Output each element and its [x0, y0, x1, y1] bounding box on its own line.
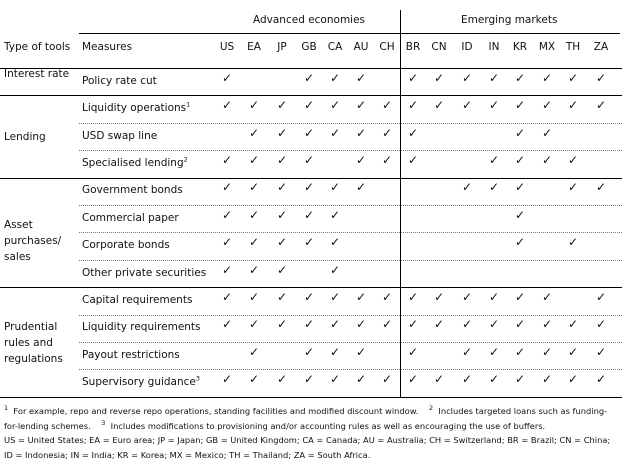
check-mark-icon: ✓ — [515, 289, 526, 304]
check-mark-icon: ✓ — [489, 98, 500, 113]
check-mark-icon: ✓ — [249, 125, 260, 140]
column-header-br: BR — [405, 41, 421, 53]
check-mark-icon: ✓ — [382, 317, 393, 332]
check-mark-icon: ✓ — [434, 317, 445, 332]
measure-label — [82, 75, 157, 87]
measure-text: Commercial paper — [82, 211, 179, 224]
check-mark-icon: ✓ — [356, 289, 367, 304]
column-header-za: ZA — [593, 41, 609, 53]
check-mark-icon: ✓ — [408, 372, 419, 387]
check-mark-icon: ✓ — [222, 317, 233, 332]
check-mark-icon: ✓ — [330, 317, 341, 332]
check-mark-icon: ✓ — [434, 98, 445, 113]
check-mark-icon: ✓ — [542, 70, 553, 85]
check-mark-icon: ✓ — [304, 152, 315, 167]
check-mark-icon: ✓ — [596, 317, 607, 332]
check-mark-icon: ✓ — [249, 344, 260, 359]
row-divider-dotted — [79, 150, 622, 151]
check-mark-icon: ✓ — [222, 262, 233, 277]
row-divider-dotted — [79, 205, 622, 206]
check-mark-icon: ✓ — [249, 235, 260, 250]
check-mark-icon: ✓ — [568, 180, 579, 195]
measure-label — [82, 376, 200, 388]
check-mark-icon: ✓ — [304, 125, 315, 140]
check-mark-icon: ✓ — [434, 289, 445, 304]
check-mark-icon: ✓ — [249, 317, 260, 332]
column-header-jp: JP — [277, 41, 287, 53]
check-mark-icon: ✓ — [382, 372, 393, 387]
check-mark-icon: ✓ — [222, 152, 233, 167]
measure-text: Policy rate cut — [82, 74, 157, 87]
check-mark-icon: ✓ — [568, 235, 579, 250]
group-divider-rule — [0, 287, 622, 288]
check-mark-icon: ✓ — [304, 207, 315, 222]
check-mark-icon: ✓ — [277, 289, 288, 304]
column-header-us: US — [219, 41, 235, 53]
check-mark-icon: ✓ — [568, 344, 579, 359]
check-mark-icon: ✓ — [462, 289, 473, 304]
measure-text: Specialised lending — [82, 156, 184, 169]
measure-text: Other private securities — [82, 266, 207, 279]
check-mark-icon: ✓ — [596, 98, 607, 113]
check-mark-icon: ✓ — [489, 180, 500, 195]
row-group-label: Asset purchases/ sales — [4, 219, 62, 264]
check-mark-icon: ✓ — [515, 152, 526, 167]
check-mark-icon: ✓ — [304, 180, 315, 195]
check-mark-icon: ✓ — [304, 235, 315, 250]
check-mark-icon: ✓ — [356, 372, 367, 387]
row-divider-dotted — [79, 232, 622, 233]
check-mark-icon: ✓ — [277, 235, 288, 250]
footnote-mark-3: 3 — [101, 418, 106, 427]
check-mark-icon: ✓ — [515, 235, 526, 250]
check-mark-icon: ✓ — [568, 98, 579, 113]
check-mark-icon: ✓ — [222, 235, 233, 250]
check-mark-icon: ✓ — [596, 344, 607, 359]
check-mark-icon: ✓ — [515, 344, 526, 359]
check-mark-icon: ✓ — [489, 152, 500, 167]
measure-text: Corporate bonds — [82, 239, 170, 252]
check-mark-icon: ✓ — [489, 372, 500, 387]
check-mark-icon: ✓ — [462, 70, 473, 85]
measure-label — [82, 102, 190, 114]
footnote-mark-2: 2 — [428, 404, 434, 413]
check-mark-icon: ✓ — [277, 180, 288, 195]
check-mark-icon: ✓ — [568, 70, 579, 85]
check-mark-icon: ✓ — [462, 317, 473, 332]
check-mark-icon: ✓ — [249, 152, 260, 167]
check-mark-icon: ✓ — [304, 372, 315, 387]
check-mark-icon: ✓ — [304, 70, 315, 85]
check-mark-icon: ✓ — [222, 98, 233, 113]
group-divider-rule — [0, 397, 622, 398]
check-mark-icon: ✓ — [304, 317, 315, 332]
measure-text: Payout restrictions — [82, 348, 180, 361]
check-mark-icon: ✓ — [408, 125, 419, 140]
check-mark-icon: ✓ — [596, 289, 607, 304]
check-mark-icon: ✓ — [408, 70, 419, 85]
check-mark-icon: ✓ — [489, 289, 500, 304]
check-mark-icon: ✓ — [330, 180, 341, 195]
check-mark-icon: ✓ — [304, 289, 315, 304]
check-mark-icon: ✓ — [330, 98, 341, 113]
measure-label — [82, 267, 206, 279]
check-mark-icon: ✓ — [330, 289, 341, 304]
measure-text: Government bonds — [82, 184, 183, 197]
check-mark-icon: ✓ — [542, 344, 553, 359]
column-header-au: AU — [353, 41, 369, 53]
column-header-in: IN — [488, 41, 500, 53]
group-separator-vertical — [400, 10, 401, 397]
check-mark-icon: ✓ — [462, 180, 473, 195]
check-mark-icon: ✓ — [304, 344, 315, 359]
check-mark-icon: ✓ — [515, 317, 526, 332]
footnote-mark-1: 1 — [4, 404, 9, 413]
measure-text: Liquidity requirements — [82, 321, 201, 334]
check-mark-icon: ✓ — [356, 152, 367, 167]
check-mark-icon: ✓ — [330, 125, 341, 140]
check-mark-icon: ✓ — [356, 98, 367, 113]
row-divider-dotted — [79, 315, 622, 316]
row-divider-dotted — [79, 260, 622, 261]
check-mark-icon: ✓ — [382, 98, 393, 113]
check-mark-icon: ✓ — [249, 180, 260, 195]
measure-label — [82, 349, 180, 361]
check-mark-icon: ✓ — [277, 125, 288, 140]
check-mark-icon: ✓ — [277, 317, 288, 332]
check-mark-icon: ✓ — [515, 125, 526, 140]
check-mark-icon: ✓ — [462, 98, 473, 113]
measure-label — [82, 239, 170, 251]
check-mark-icon: ✓ — [277, 262, 288, 277]
check-mark-icon: ✓ — [356, 344, 367, 359]
measure-label — [82, 321, 201, 333]
row-group-label: Prudential rules and regulations — [4, 321, 63, 365]
check-mark-icon: ✓ — [304, 98, 315, 113]
measure-text: USD swap line — [82, 129, 158, 142]
check-mark-icon: ✓ — [542, 98, 553, 113]
check-mark-icon: ✓ — [330, 262, 341, 277]
check-mark-icon: ✓ — [249, 289, 260, 304]
check-mark-icon: ✓ — [489, 317, 500, 332]
footnote-line-1 — [4, 404, 620, 433]
check-mark-icon: ✓ — [222, 372, 233, 387]
group-divider-rule — [0, 95, 622, 96]
check-mark-icon: ✓ — [382, 152, 393, 167]
header-underline-groups — [79, 33, 620, 34]
check-mark-icon: ✓ — [222, 207, 233, 222]
check-mark-icon: ✓ — [277, 207, 288, 222]
check-mark-icon: ✓ — [515, 372, 526, 387]
row-divider-dotted — [79, 342, 622, 343]
check-mark-icon: ✓ — [222, 289, 233, 304]
column-header-type: Type of tools — [4, 41, 71, 53]
check-mark-icon: ✓ — [330, 372, 341, 387]
check-mark-icon: ✓ — [277, 152, 288, 167]
check-mark-icon: ✓ — [596, 180, 607, 195]
check-mark-icon: ✓ — [356, 70, 367, 85]
check-mark-icon: ✓ — [356, 125, 367, 140]
measure-label — [82, 157, 188, 169]
check-mark-icon: ✓ — [249, 372, 260, 387]
footnote-1-text: For example, repo and reverse repo operations, standing facilities and modified discount window. — [13, 406, 419, 416]
check-mark-icon: ✓ — [382, 125, 393, 140]
measure-label — [82, 212, 179, 224]
check-mark-icon: ✓ — [408, 289, 419, 304]
check-mark-icon: ✓ — [277, 372, 288, 387]
check-mark-icon: ✓ — [330, 344, 341, 359]
footnote-ref: 1 — [186, 100, 191, 109]
measure-text: Liquidity operations — [82, 102, 187, 115]
footnote-ref: 2 — [183, 155, 188, 164]
row-divider-dotted — [79, 123, 622, 124]
check-mark-icon: ✓ — [515, 70, 526, 85]
check-mark-icon: ✓ — [489, 344, 500, 359]
check-mark-icon: ✓ — [222, 70, 233, 85]
check-mark-icon: ✓ — [330, 207, 341, 222]
row-group-label: Lending — [4, 130, 46, 143]
check-mark-icon: ✓ — [489, 70, 500, 85]
check-mark-icon: ✓ — [382, 289, 393, 304]
measure-text: Supervisory guidance — [82, 376, 196, 389]
check-mark-icon: ✓ — [568, 317, 579, 332]
group-header-advanced: Advanced economies — [253, 14, 366, 26]
row-group-label: Interest rate — [4, 67, 70, 80]
check-mark-icon: ✓ — [542, 317, 553, 332]
check-mark-icon: ✓ — [515, 207, 526, 222]
check-mark-icon: ✓ — [542, 125, 553, 140]
footnote-2-text: Includes targeted loans such as funding-for-lending schemes. — [4, 406, 608, 431]
abbreviations-note: US = United States; EA = Euro area; JP = Japan; GB = United Kingdom; CA = Canada; AU = Australia; CH = Switzerland; BR = Brazil; CN = China; ID = Indonesia; IN = India; KR = Korea; MX = Mexico; TH = Thailand; ZA = South Africa. — [4, 435, 611, 460]
check-mark-icon: ✓ — [249, 207, 260, 222]
check-mark-icon: ✓ — [408, 98, 419, 113]
column-header-th: TH — [565, 41, 581, 53]
footnote-3-text: Includes modifications to provisioning and/or accounting rules as well as encouraging the use of buffers. — [110, 420, 546, 431]
column-header-id: ID — [461, 41, 473, 53]
check-mark-icon: ✓ — [515, 98, 526, 113]
check-mark-icon: ✓ — [408, 152, 419, 167]
column-header-ch: CH — [379, 41, 395, 53]
check-mark-icon: ✓ — [462, 372, 473, 387]
row-divider-dotted — [79, 369, 622, 370]
group-divider-rule — [0, 178, 622, 179]
check-mark-icon: ✓ — [568, 152, 579, 167]
check-mark-icon: ✓ — [277, 98, 288, 113]
header-bottom-rule — [0, 68, 622, 69]
check-mark-icon: ✓ — [542, 152, 553, 167]
check-mark-icon: ✓ — [249, 262, 260, 277]
column-header-kr: KR — [512, 41, 528, 53]
check-mark-icon: ✓ — [515, 180, 526, 195]
footnotes — [4, 404, 620, 462]
check-mark-icon: ✓ — [249, 98, 260, 113]
check-mark-icon: ✓ — [330, 235, 341, 250]
measure-label — [82, 130, 157, 142]
check-mark-icon: ✓ — [596, 70, 607, 85]
check-mark-icon: ✓ — [542, 289, 553, 304]
check-mark-icon: ✓ — [462, 344, 473, 359]
measure-label — [82, 294, 192, 306]
column-header-gb: GB — [301, 41, 317, 53]
check-mark-icon: ✓ — [568, 372, 579, 387]
group-header-emerging: Emerging markets — [461, 14, 558, 26]
check-mark-icon: ✓ — [434, 372, 445, 387]
column-header-ca: CA — [327, 41, 343, 53]
check-mark-icon: ✓ — [330, 70, 341, 85]
check-mark-icon: ✓ — [434, 70, 445, 85]
check-mark-icon: ✓ — [596, 372, 607, 387]
column-header-mx: MX — [538, 41, 556, 53]
check-mark-icon: ✓ — [222, 180, 233, 195]
check-mark-icon: ✓ — [408, 317, 419, 332]
footnote-ref: 3 — [195, 374, 201, 383]
check-mark-icon: ✓ — [408, 344, 419, 359]
check-mark-icon: ✓ — [542, 372, 553, 387]
check-mark-icon: ✓ — [356, 317, 367, 332]
column-header-cn: CN — [431, 41, 447, 53]
check-mark-icon: ✓ — [356, 180, 367, 195]
measure-text: Capital requirements — [82, 293, 193, 306]
column-header-ea: EA — [247, 41, 261, 53]
measure-label — [82, 184, 183, 196]
column-header-measures: Measures — [82, 41, 133, 53]
